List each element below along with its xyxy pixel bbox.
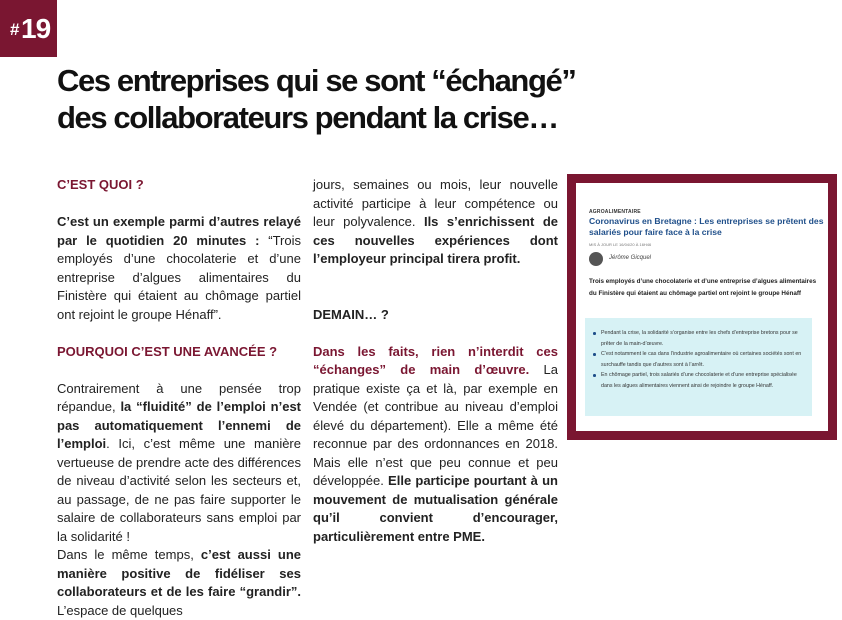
article-date: MIS À JOUR LE 16/04/20 À 16H46: [589, 242, 652, 247]
section-heading-why: POURQUOI C’EST UNE AVANCÉE ?: [57, 343, 278, 359]
paragraph-example-bold: C’est un exemple parmi d’autres relayé par le quotidien 20 minutes :: [57, 214, 301, 248]
article-summary-box: [585, 318, 812, 416]
page-number: 19: [21, 13, 51, 44]
section-heading-tomorrow: DEMAIN… ?: [313, 306, 389, 322]
article-screenshot: [576, 183, 828, 431]
summary-item: En chômage partiel, trois salariés d’une chocolaterie et d’une entreprise spécialisée dans les algues alimentaires viennent ainsi de rejoindre le groupe Hénaff.: [601, 370, 806, 391]
summary-item: Pendant la crise, la solidarité s’organise entre les chefs d’entreprise bretons pour se prêter de la main-d’œuvre.: [601, 328, 806, 349]
paragraph-enrichment-bold: Ils s’enrichissent de ces nouvelles expériences dont l’employeur principal tirera profit.: [313, 214, 559, 266]
paragraph-fluidity-rest: . Ici, c’est même une manière vertueuse de prendre acte des différences de niveau d’activité selon les secteurs et, au passage, de ne pas faire supporter le salaire de collaborateurs sans emploi par la solidarité !: [57, 436, 301, 544]
paragraph-practice-highlight: Dans les faits, rien n’interdit ces “échanges” de main d’œuvre.: [313, 343, 558, 377]
paragraph-enrichment: [313, 176, 558, 269]
paragraph-loyalty: [57, 546, 301, 620]
article-category: AGROALIMENTAIRE: [589, 209, 641, 215]
article-summary-list: [585, 318, 812, 391]
section-heading-what: C’EST QUOI ?: [57, 177, 144, 192]
summary-item: C’est notamment le cas dans l’industrie agroalimentaire où certaines sociétés sont en surchauffe tandis que d’autres sont à l’arrêt.: [601, 349, 806, 370]
paragraph-fluidity-bold: la “fluidité” de l’emploi n’est pas automatiquement l’ennemi de l’emploi: [57, 399, 302, 451]
paragraph-enrichment-text: jours, semaines ou mois, leur nouvelle activité participe à leur compétence ou leur polyvalence.: [313, 177, 558, 229]
text-column-middle: [313, 176, 558, 546]
page-title: [57, 62, 617, 136]
article-screenshot-frame: [567, 174, 837, 440]
paragraph-loyalty-rest: L’espace de quelques: [57, 602, 183, 618]
paragraph-practice-text: La pratique existe ça et là, par exemple en Vendée (et contribue au niveau d’emploi élevé du département). Elle a même été reconnue par des ordonnances en 2018. Mais elle n’est que peu connue et peu développée.: [313, 362, 558, 488]
title-line-2: des collaborateurs pendant la crise…: [57, 100, 558, 135]
article-headline: Coronavirus en Bretagne : Les entreprises se prêtent des salariés pour faire face à la crise: [589, 216, 824, 237]
paragraph-example-text: “Trois employés d’une chocolaterie et d’une entreprise d’algues alimentaires du Finistère qui étaient au chômage partiel ont rejoint le groupe Hénaff”.: [57, 232, 302, 322]
article-author: Jérôme Gicquel: [609, 255, 652, 261]
author-avatar: [589, 252, 603, 266]
title-line-1: Ces entreprises qui se sont “échangé”: [57, 63, 576, 98]
paragraph-fluidity-lead: Contrairement à une pensée trop répandue,: [57, 380, 301, 414]
paragraph-loyalty-bold: c’est aussi une manière positive de fidéliser ses collaborateurs et de les faire “grandir”.: [57, 547, 301, 599]
paragraph-loyalty-lead: Dans le même temps,: [57, 547, 201, 562]
paragraph-practice-bold: Elle participe pourtant à un mouvement de mutualisation générale qu’il convient d’encourager, particulièrement entre PME.: [313, 473, 558, 544]
text-column-left: [57, 176, 301, 620]
page-number-prefix: #: [10, 20, 20, 39]
page-number-badge: [0, 0, 57, 57]
paragraph-fluidity: [57, 380, 301, 547]
paragraph-practice: [313, 343, 558, 547]
article-lead: Trois employés d’une chocolaterie et d’une entreprise d’algues alimentaires du Finistère qui étaient au chômage partiel ont rejoint le groupe Hénaff: [589, 278, 817, 297]
paragraph-example: [57, 213, 301, 324]
